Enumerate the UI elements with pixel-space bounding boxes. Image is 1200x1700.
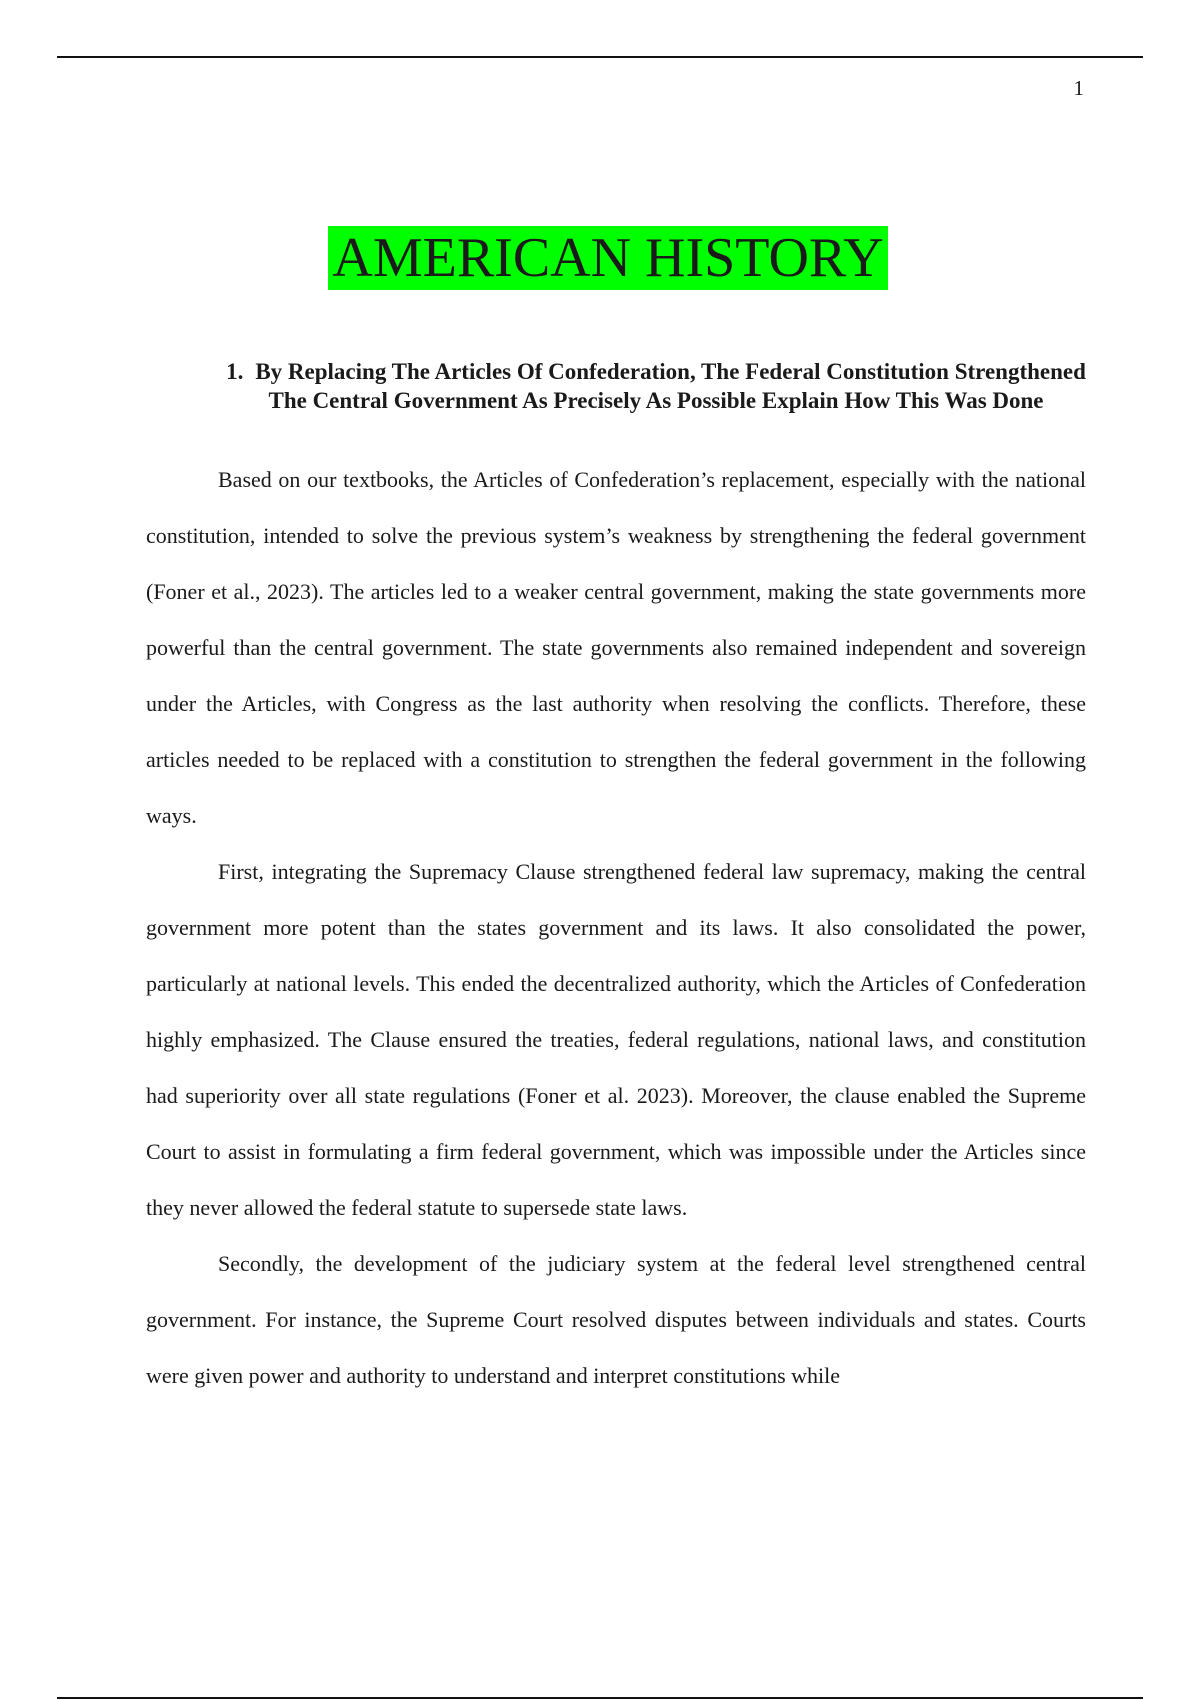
document-body [146,452,1086,1404]
heading-number: 1. [226,359,244,384]
top-rule [57,56,1143,58]
bottom-rule [57,1697,1143,1699]
body-paragraph: Based on our textbooks, the Articles of Confederation’s replacement, especially with the national constitution, intended to solve the previous system’s weakness by strengthening the federal government (Foner et al., 2023). The articles led to a weaker central government, making the state governments more powerful than the central government. The state governments also remained independent and sovereign under the Articles, with Congress as the last authority when resolving the conflicts. Therefore, these articles needed to be replaced with a constitution to strengthen the federal government in the following ways. [146,467,1086,828]
page-number: 1 [1073,76,1084,100]
body-paragraph: First, integrating the Supremacy Clause strengthened federal law supremacy, making the central government more potent than the states government and its laws. It also consolidated the power, particularly at national levels. This ended the decentralized authority, which the Articles of Confederation highly emphasized. The Clause ensured the treaties, federal regulations, national laws, and constitution had superiority over all state regulations (Foner et al. 2023). Moreover, the clause enabled the Supreme Court to assist in formulating a firm federal government, which was impossible under the Articles since they never allowed the federal statute to supersede state laws. [146,859,1086,1220]
question-heading [222,357,1090,415]
heading-text: By Replacing The Articles Of Confederation, The Federal Constitution Strengthened The Central Government As Precisely As Possible Explain How This Was Done [255,359,1086,413]
document-title: AMERICAN HISTORY [328,226,887,290]
body-paragraph: Secondly, the development of the judiciary system at the federal level strengthened central government. For instance, the Supreme Court resolved disputes between individuals and states. Courts were given power and authority to understand and interpret constitutions while [146,1251,1086,1388]
title-container [0,226,1200,290]
